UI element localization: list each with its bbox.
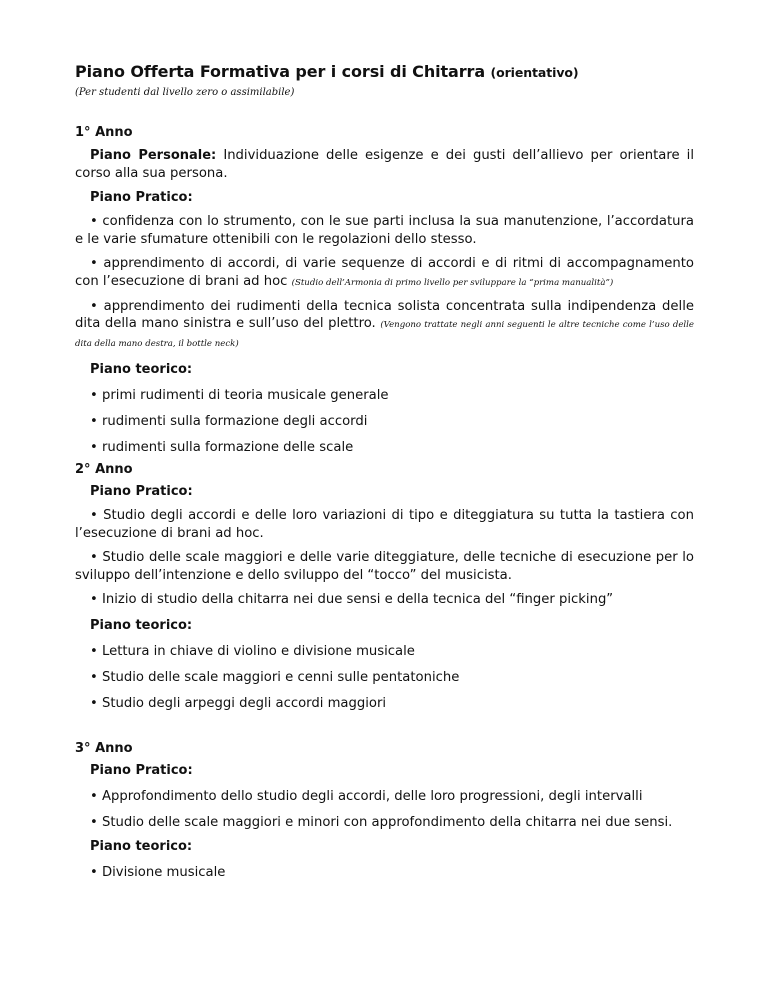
year1-practical-item-3 [75, 298, 694, 353]
year3-heading: 3° Anno [75, 741, 133, 756]
item-text: primi rudimenti di teoria musicale generale [101, 388, 389, 403]
year1-personal-paragraph [75, 147, 694, 183]
bullet-icon [90, 299, 104, 314]
item-text: Inizio di studio della chitarra nei due sensi e della tecnica del “finger picking” [101, 592, 614, 607]
item-text: Lettura in chiave di violino e divisione musicale [101, 644, 415, 659]
title-suffix: (orientativo) [490, 65, 579, 80]
year1-practical-item-2 [75, 255, 694, 292]
item-text: Studio delle scale maggiori e delle varie diteggiature, delle tecniche di esecuzione per lo sviluppo dell’intenzione e dello sviluppo del “tocco” del musicista. [75, 550, 694, 583]
personal-label: Piano Personale: [90, 148, 217, 163]
item-text: rudimenti sulla formazione degli accordi [101, 414, 368, 429]
item-text: apprendimento dei rudimenti della tecnica solista concentrata sulla indipendenza delle dita della mano sinistra e sull’uso del plettro. [75, 299, 694, 331]
year3-practical-item-1 [75, 788, 694, 806]
item-text: Studio delle scale maggiori e minori con approfondimento della chitarra nei due sensi. [101, 815, 673, 830]
year2-practical-item-2 [75, 549, 694, 585]
bullet-icon [90, 789, 102, 804]
year3-theory-label: Piano teorico: [90, 839, 193, 854]
year2-practical-item-3 [75, 591, 694, 609]
year3-practical-label: Piano Pratico: [90, 763, 193, 778]
bullet-icon [90, 592, 102, 607]
year2-practical-item-1 [75, 507, 694, 543]
item-text: Studio degli accordi e delle loro variazioni di tipo e diteggiatura su tutta la tastiera con l’esecuzione di brani ad hoc. [75, 508, 694, 541]
year1-practical-item-1 [75, 213, 694, 249]
bullet-icon [90, 256, 103, 271]
year2-theory-item-3 [75, 695, 694, 713]
year3-practical-item-2 [75, 814, 694, 832]
year1-theory-item-3 [75, 439, 694, 457]
year1-theory-label: Piano teorico: [90, 362, 193, 377]
item-text: apprendimento di accordi, di varie sequenze di accordi e di ritmi di accompagnamento con l’esecuzione di brani ad hoc [75, 256, 694, 289]
personal-text: Individuazione delle esigenze e dei gusti dell’allievo per orientare il corso alla sua persona. [75, 148, 694, 181]
year3-theory-item-1 [75, 864, 694, 882]
item-text: confidenza con lo strumento, con le sue parti inclusa la sua manutenzione, l’accordatura e le varie sfumature ottenibili con le regolazioni dello stesso. [75, 214, 694, 247]
year2-theory-item-1 [75, 643, 694, 661]
bullet-icon [90, 508, 103, 523]
year2-theory-label: Piano teorico: [90, 618, 193, 633]
year2-heading: 2° Anno [75, 462, 133, 477]
item-text: Approfondimento dello studio degli accordi, delle loro progressioni, degli intervalli [101, 789, 643, 804]
document-title [75, 62, 694, 83]
bullet-icon [90, 670, 102, 685]
bullet-icon [90, 696, 102, 711]
title-text: Piano Offerta Formativa per i corsi di Chitarra [75, 62, 486, 81]
item-text: rudimenti sulla formazione delle scale [101, 440, 354, 455]
bullet-icon [90, 214, 102, 229]
document-page [75, 62, 694, 882]
item-note: (Vengono trattate negli anni seguenti le altre tecniche come l’uso delle dita della mano destra, il bottle neck) [75, 320, 694, 349]
item-text: Divisione musicale [101, 865, 226, 880]
bullet-icon [90, 414, 102, 429]
bullet-icon [90, 550, 102, 565]
year2-practical-label: Piano Pratico: [90, 484, 193, 499]
bullet-icon [90, 440, 102, 455]
year1-theory-item-2 [75, 413, 694, 431]
bullet-icon [90, 644, 102, 659]
bullet-icon [90, 865, 102, 880]
year1-heading: 1° Anno [75, 125, 133, 140]
item-note: (Studio dell’Armonia di primo livello per sviluppare la “prima manualità”) [291, 278, 614, 288]
bullet-icon [90, 388, 102, 403]
document-subtitle: (Per studenti dal livello zero o assimilabile) [75, 87, 295, 98]
year1-practical-label: Piano Pratico: [90, 190, 193, 205]
item-text: Studio degli arpeggi degli accordi maggiori [101, 696, 387, 711]
year2-theory-item-2 [75, 669, 694, 687]
item-text: Studio delle scale maggiori e cenni sulle pentatoniche [101, 670, 460, 685]
bullet-icon [90, 815, 102, 830]
year1-theory-item-1 [75, 387, 694, 405]
